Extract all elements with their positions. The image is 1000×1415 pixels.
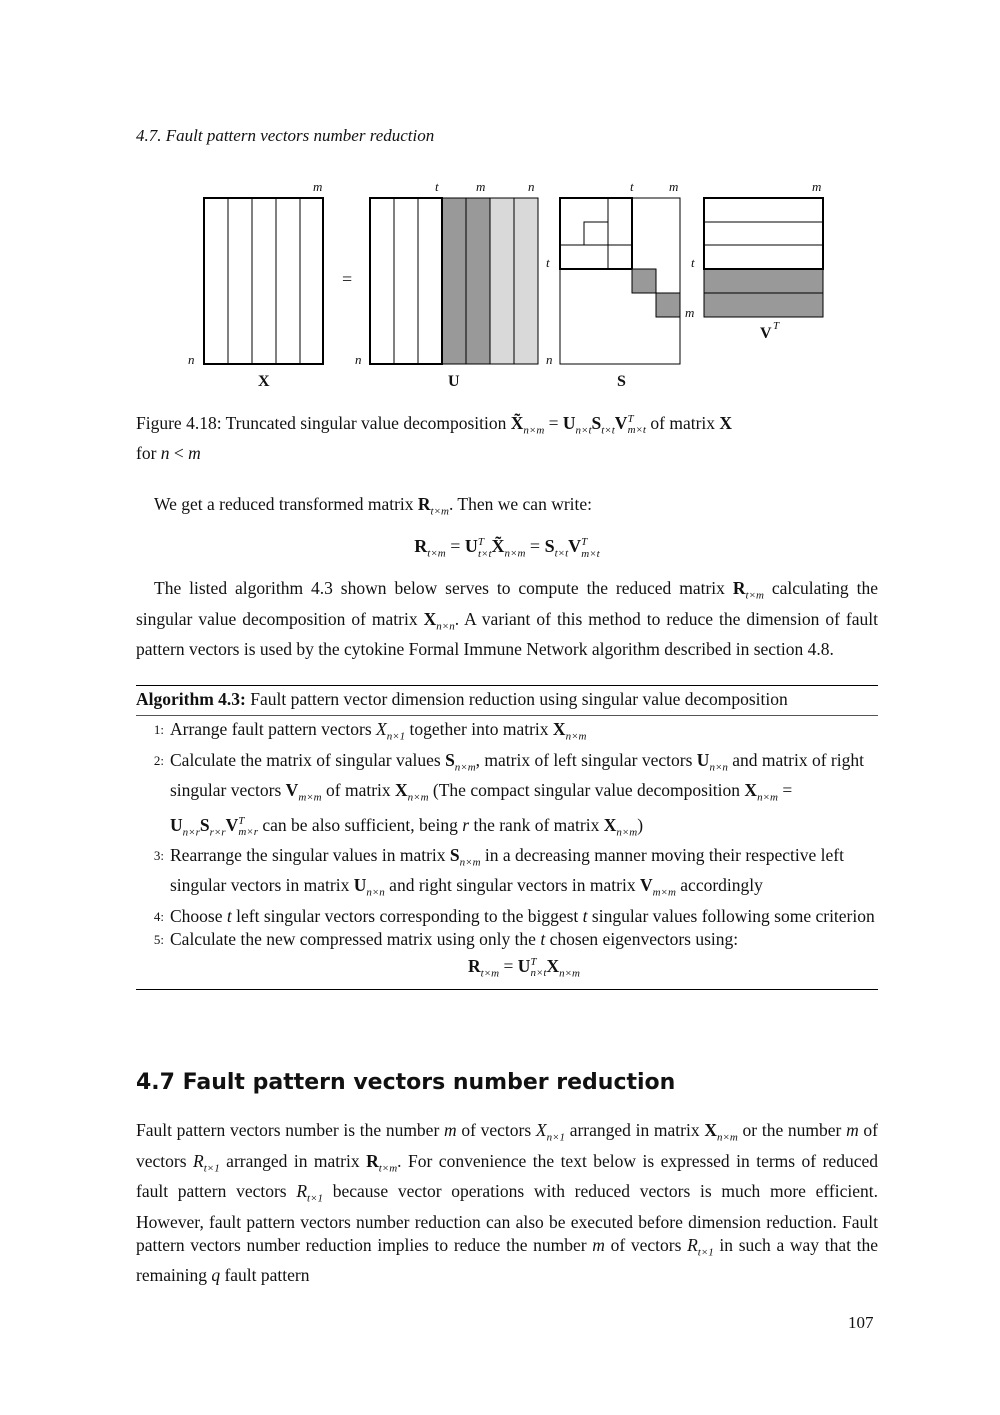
svg-text:t: t — [546, 255, 550, 270]
svg-text:V: V — [760, 325, 772, 342]
svg-text:n: n — [355, 352, 362, 367]
section-paragraph: Fault pattern vectors number is the number m of vectors $X_{n\times 1}$ arranged in matrix $X_{n\times m}$ or the number m of vectors $R_{t\times 1}$ arranged in matrix $R_{t\times m}$. For convenience the text below is expressed in terms of reduced fault pattern vectors $R_{t\times 1}$ because vector operations with reduced vectors is much more efficient. However, fault pattern vectors number reduction can also be executed before dimension reduction. Fault pattern vectors number reduction implies to reduce the number m of vectors $R_{t\times 1}$ in such a way that the remaining q fault pattern — [136, 1120, 878, 1285]
svg-text:=: = — [342, 269, 353, 289]
svg-text:m: m — [313, 179, 323, 194]
matrix-s — [546, 179, 680, 390]
figure-caption: Figure 4.18: Truncated singular value decomposition $X̃_{n\times m} = U_{n\times t}S_{t\times t}V^T_{m\times t}$ of matrix X for n < m — [136, 412, 733, 464]
page-number: 107 — [848, 1313, 874, 1332]
svg-text:S: S — [617, 373, 626, 390]
algorithm-step-1: 1: Arrange fault pattern vectors $X_{n\times 1}$ together into matrix $X_{n\times m}$ — [153, 719, 587, 743]
matrix-u — [355, 179, 538, 390]
svg-text:n: n — [528, 179, 535, 194]
running-head: 4.7. Fault pattern vectors number reduction — [136, 126, 435, 145]
svg-text:m: m — [669, 179, 679, 194]
paragraph-1: We get a reduced transformed matrix $R_{t\times m}$. Then we can write: — [154, 494, 593, 518]
algorithm-step-3: 3: Rearrange the singular values in matrix $S_{n\times m}$ in a decreasing manner moving their respective left singular vectors in matrix $U_{n\times n}$ and right singular vectors in matrix $V_{m\times m}$ accordingly — [153, 844, 844, 899]
paragraph-2: The listed algorithm 4.3 shown below serves to compute the reduced matrix $R_{t\times m}$ calculating the singular value decomposition of matrix $X_{n\times n}$. A variant of this method to reduce the dimension of fault pattern vectors is used by the cytokine Formal Immune Network algorithm described in section 4.8. — [136, 578, 878, 659]
algorithm-title: Algorithm 4.3: Fault pattern vector dimension reduction using singular value decomposition — [136, 686, 878, 716]
svg-text:m: m — [685, 305, 695, 320]
svg-text:t: t — [435, 179, 439, 194]
svg-text:m: m — [476, 179, 486, 194]
svg-text:n: n — [188, 352, 195, 367]
algorithm-step-4: 4: Choose t left singular vectors corresponding to the biggest t singular values following some criterion — [153, 905, 875, 926]
svd-figure — [180, 175, 860, 395]
svg-text:X: X — [258, 373, 270, 390]
svg-text:m: m — [812, 179, 822, 194]
svg-text:t: t — [691, 255, 695, 270]
algorithm-step-2: 2: Calculate the matrix of singular values $S_{n\times m}$, matrix of left singular vectors $U_{n\times n}$ and matrix of right singular vectors $V_{m\times m}$ of matrix $X_{n\times m}$ (The compact singular value decomposition $X_{n\times m} = U_{n\times r}S_{r\times r}V^T_{m\times r}$ can be also sufficient, being r the rank of matrix $X_{n\times m}$) — [153, 749, 864, 838]
matrix-x — [188, 179, 323, 390]
equation-1: $R_{t\times m}$ = $U^T_{t\times t}X̃_{n\times m} = S_{t\times t}V^T_{m\times t}$ — [414, 536, 600, 560]
algorithm-box — [136, 685, 878, 990]
section-heading: 4.7 Fault pattern vectors number reduction — [136, 1070, 676, 1095]
svg-text:n: n — [546, 352, 553, 367]
algorithm-step-5: 5: Calculate the new compressed matrix using only the t chosen eigenvectors using: $R_{t\times m} = U^T_{n\times t}X_{n\times m}$ — [153, 928, 739, 980]
matrix-vt — [685, 179, 823, 342]
svg-text:t: t — [630, 179, 634, 194]
svg-text:U: U — [448, 373, 460, 390]
svg-text:T: T — [773, 320, 780, 332]
